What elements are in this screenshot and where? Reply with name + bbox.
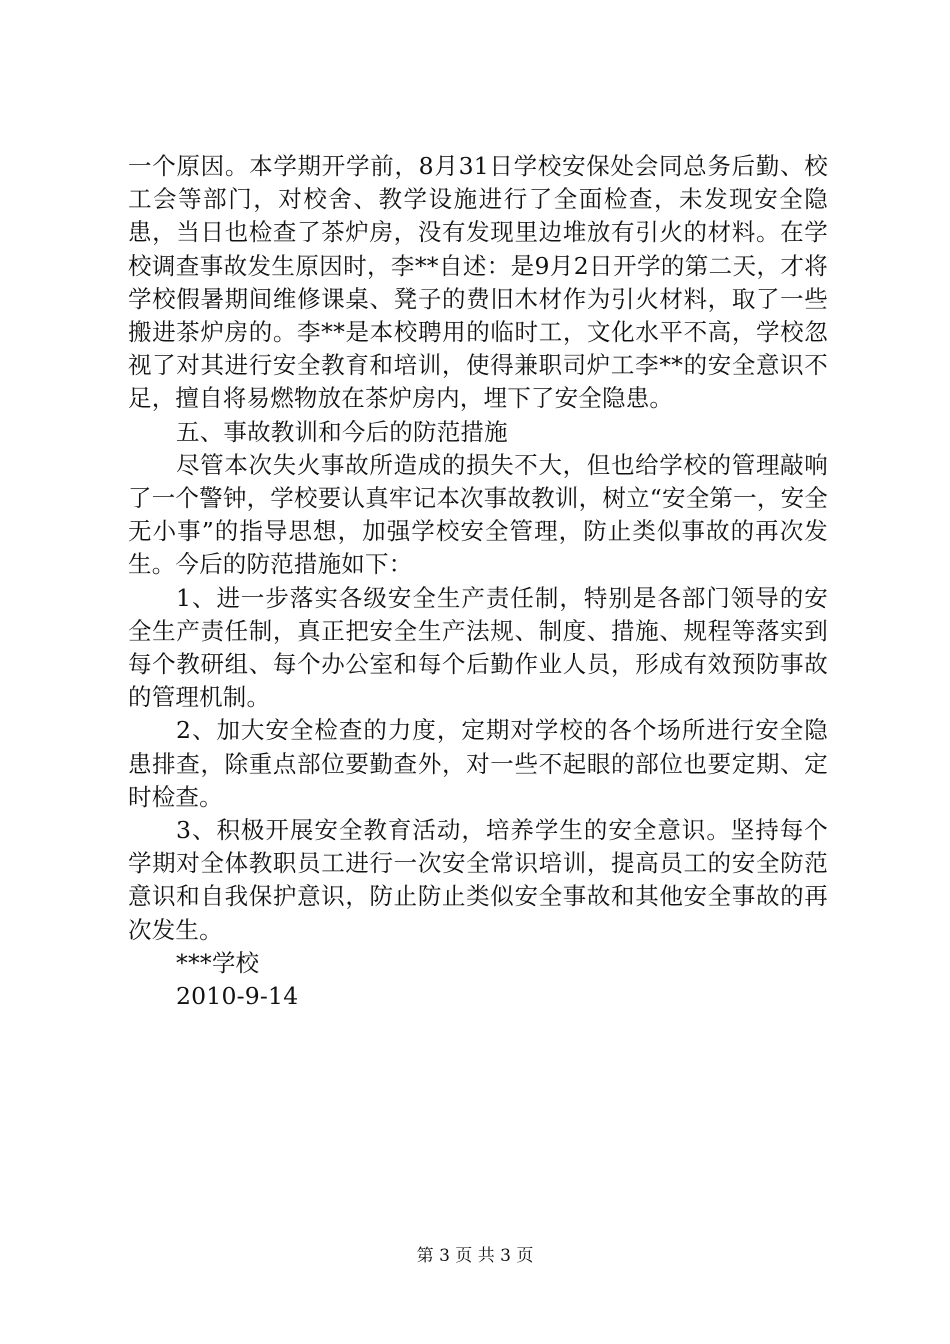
signature-date: 2010-9-14: [176, 982, 299, 1011]
signature-school: ***学校: [176, 948, 260, 977]
measure-item-1: 1、进一步落实各级安全生产责任制，特别是各部门领导的安全生产责任制，真正把安全生产法规、制度、措施、规程等落实到每个教研组、每个办公室和每个后勤作业人员，形成有效预防事故的管理机制。: [128, 583, 828, 712]
measure-item-3: 3、积极开展安全教育活动，培养学生的安全意识。坚持每个学期对全体教职员工进行一次安全常识培训，提高员工的安全防范意识和自我保护意识，防止防止类似安全事故和其他安全事故的再次发生。: [128, 816, 828, 944]
measure-item-2: 2、加大安全检查的力度，定期对学校的各个场所进行安全隐患排查，除重点部位要勤查外，对一些不起眼的部位也要定期、定时检查。: [128, 716, 828, 811]
page-footer: 第 3 页 共 3 页: [416, 1246, 534, 1266]
paragraph-lessons: 尽管本次失火事故所造成的损失不大，但也给学校的管理敲响了一个警钟，学校要认真牢记本次事故教训，树立“安全第一，安全无小事”的指导思想，加强学校安全管理，防止类似事故的再次发生。今后的防范措施如下：: [128, 450, 828, 579]
paragraph-cause-continuation: 一个原因。本学期开学前，8月31日学校安保处会同总务后勤、校工会等部门，对校舍、教学设施进行了全面检查，未发现安全隐患，当日也检查了茶炉房，没有发现里边堆放有引火的材料。在学校调查事故发生原因时，李**自述：是9月2日开学的第二天，才将学校假暑期间维修课桌、凳子的费旧木材作为引火材料，取了一些搬进茶炉房的。李**是本校聘用的临时工，文化水平不高，学校忽视了对其进行安全教育和培训，使得兼职司炉工李**的安全意识不足，擅自将易燃物放在茶炉房内，埋下了安全隐患。: [128, 152, 828, 413]
document-body: [128, 150, 828, 1013]
section-heading-lessons: 五、事故教训和今后的防范措施: [176, 417, 508, 446]
